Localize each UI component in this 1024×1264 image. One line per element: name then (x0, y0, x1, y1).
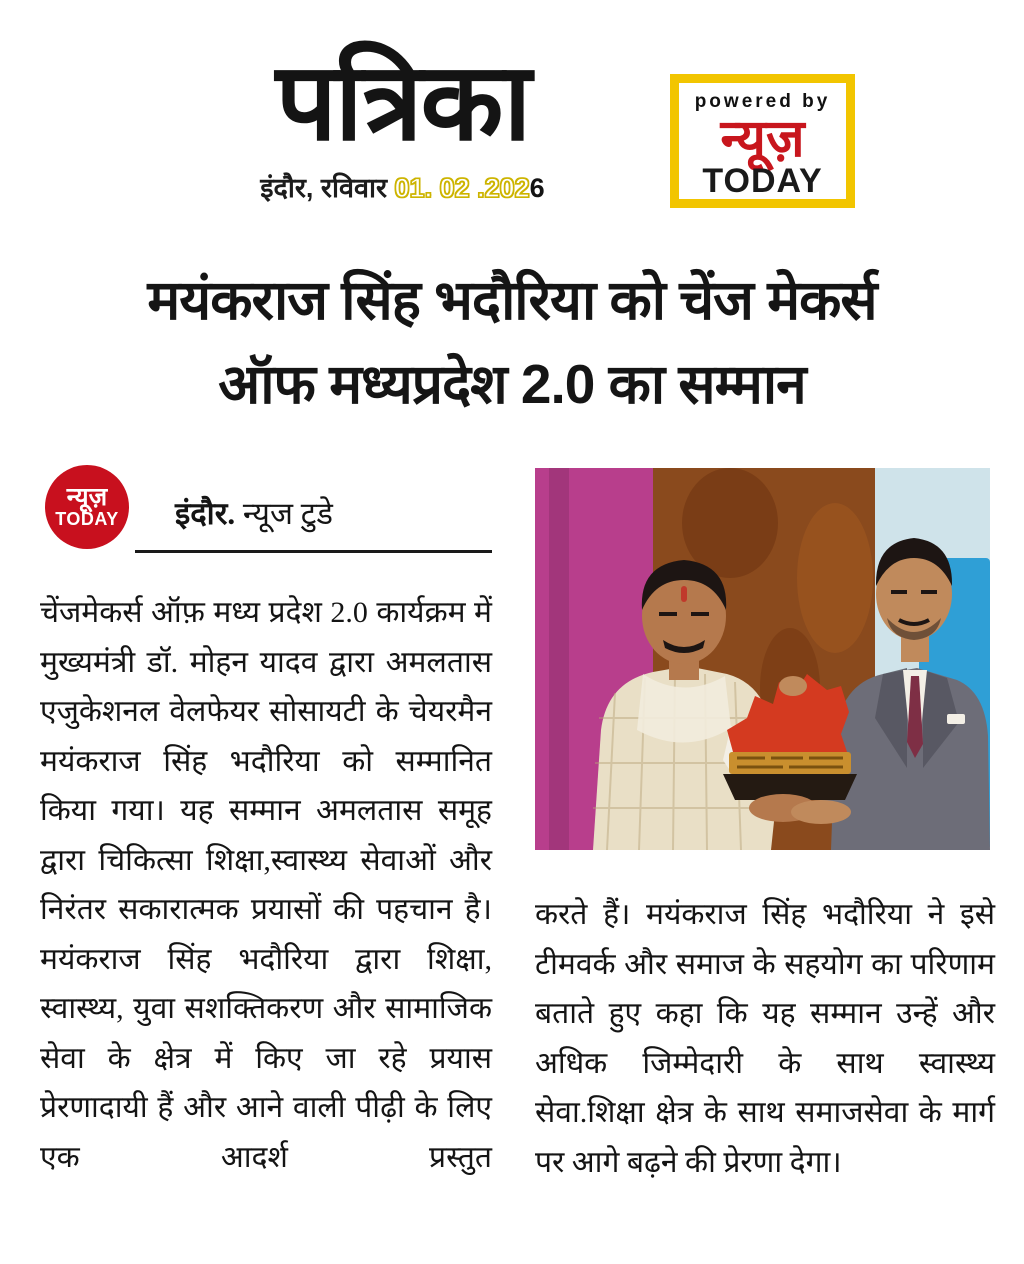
byline-divider (135, 550, 492, 553)
backdrop-pattern-blob (797, 503, 873, 653)
dateline-prefix: इंदौर, रविवार (260, 173, 395, 204)
byline-text (175, 492, 333, 534)
newspaper-title: पत्रिका (275, 44, 530, 163)
trophy-gold-band (729, 752, 851, 774)
byline-agency: न्यूज टुडे (235, 496, 333, 531)
hand-on-trophy (779, 676, 807, 696)
cm-tilak (681, 586, 687, 602)
awardee-pocket-square (947, 714, 965, 724)
news-today-hindi-wordmark: न्यूज़ (720, 110, 805, 168)
dateline (150, 168, 655, 205)
byline-location: इंदौर. (175, 496, 236, 531)
article-paragraph-right: करते हैं। मयंकराज सिंह भदौरिया ने इसे टीमवर्क और समाज के सहयोग का परिणाम बताते हुए कहा कि यह सम्मान उन्हें और अधिक जिम्मेदारी के साथ स्वास्थ्य सेवा.शिक्षा क्षेत्र के साथ समाजसेवा के मार्ग पर आगे बढ़ने की प्रेरणा देगा। (535, 898, 995, 1179)
headline-line-1: मयंकराज सिंह भदौरिया को चेंज मेकर्स (147, 269, 877, 331)
article-paragraph-left: चेंजमेकर्स ऑफ़ मध्य प्रदेश 2.0 कार्यक्रम में मुख्यमंत्री डॉ. मोहन यादव द्वारा अमलतास एजुकेशनल वेलफेयर सोसायटी के चेयरमैन मयंकराज सिंह भदौरिया को सम्मानित किया गया। यह सम्मान अमलतास समूह द्वारा चिकित्सा शिक्षा,स्वास्थ्य सेवाओं और निरंतर सकारात्मक प्रयासों की पहचान है। मयंकराज सिंह भदौरिया द्वारा शिक्षा, स्वास्थ्य, युवा सशक्तिकरण और सामाजिक सेवा के क्षेत्र में किए जा रहे प्रयास प्रेरणादायी हैं और आने वाली पीढ़ी के लिए एक आदर्श प्रस्तुत (40, 596, 492, 1174)
article-body (40, 462, 995, 1187)
article-headline (0, 258, 1024, 426)
article-column-left (40, 462, 492, 1187)
masthead (150, 42, 655, 205)
badge-english-text: TODAY (55, 508, 119, 529)
powered-by-label: powered by (694, 91, 831, 112)
award-photo-illustration (535, 468, 990, 850)
news-today-badge-icon (45, 465, 129, 549)
news-today-english-wordmark: TODAY (702, 162, 823, 200)
article-column-right (535, 462, 995, 1187)
backdrop-pattern-blob (682, 468, 778, 578)
badge-hindi-text: न्यूज़ (66, 482, 108, 511)
dateline-date-suffix: 6 (529, 173, 545, 204)
stage-backdrop-pink-streak (549, 468, 569, 850)
dateline-date-outlined: 01. 02 .202 (394, 173, 530, 204)
award-ceremony-photo (535, 468, 990, 850)
holding-hands (791, 800, 851, 824)
byline (40, 462, 492, 588)
headline-line-2: ऑफ मध्यप्रदेश 2.0 का सम्मान (218, 353, 806, 415)
powered-by-logo (670, 74, 855, 208)
